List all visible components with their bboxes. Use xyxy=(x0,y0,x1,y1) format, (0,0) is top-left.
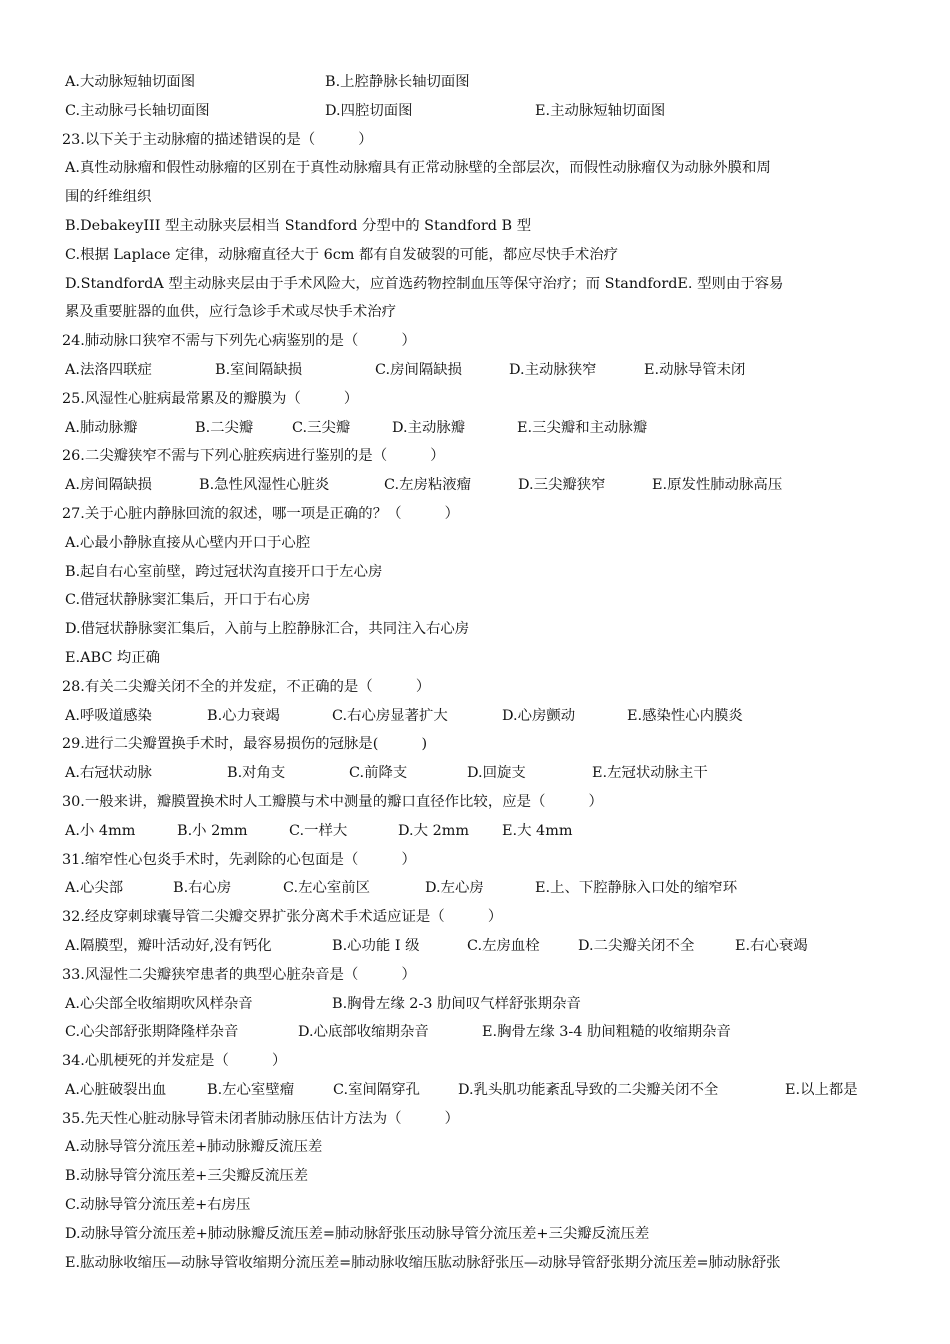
answer-option: D.乳头肌功能紊乱导致的二尖瓣关闭不全 xyxy=(458,1081,719,1098)
answer-option: B.心力衰竭 xyxy=(207,707,280,724)
answer-option: A.心脏破裂出血 xyxy=(65,1081,167,1098)
answer-option: B.急性风湿性心脏炎 xyxy=(199,477,330,494)
answer-option: C.主动脉弓长轴切面图 xyxy=(65,102,210,119)
answer-option: C.前降支 xyxy=(349,765,408,782)
option-row xyxy=(62,874,910,903)
answer-option: C.室间隔穿孔 xyxy=(333,1081,421,1098)
answer-option: E.主动脉短轴切面图 xyxy=(535,102,666,119)
option-row xyxy=(62,932,910,961)
question-stem: 29.进行二尖瓣置换手术时，最容易损伤的冠脉是( ) xyxy=(62,736,428,753)
answer-option: D.四腔切面图 xyxy=(325,102,413,119)
answer-option: E.右心衰竭 xyxy=(735,937,808,954)
answer-option: B.动脉导管分流压差+三尖瓣反流压差 xyxy=(65,1168,309,1185)
option-continuation: 累及重要脏器的血供，应行急诊手术或尽快手术治疗 xyxy=(65,304,396,321)
question-stem: 34.心肌梗死的并发症是（ ） xyxy=(62,1053,287,1070)
answer-option: D.StandfordA 型主动脉夹层由于手术风险大，应首选药物控制血压等保守治疗；而 StandfordE. 型则由于容易 xyxy=(65,275,784,292)
option-row xyxy=(62,759,910,788)
answer-option: E.左冠状动脉主干 xyxy=(592,765,708,782)
question-stem: 30.一般来讲，瓣膜置换术时人工瓣膜与术中测量的瓣口直径作比较，应是（ ） xyxy=(62,793,603,810)
option-row xyxy=(62,1076,910,1105)
answer-option: E.三尖瓣和主动脉瓣 xyxy=(517,419,648,436)
answer-option: E.动脉导管未闭 xyxy=(644,361,746,378)
question-stem: 26.二尖瓣狭窄不需与下列心脏疾病进行鉴别的是（ ） xyxy=(62,448,445,465)
answer-option: E.大 4mm xyxy=(502,822,573,839)
answer-option: A.呼吸道感染 xyxy=(65,707,152,724)
answer-option: D.三尖瓣狭窄 xyxy=(518,477,606,494)
answer-option: D.主动脉狭窄 xyxy=(509,361,597,378)
answer-option: E.感染性心内膜炎 xyxy=(627,707,743,724)
answer-option: D.二尖瓣关闭不全 xyxy=(578,937,695,954)
option-row xyxy=(62,97,910,126)
answer-option: B.对角支 xyxy=(227,765,286,782)
option-row xyxy=(62,1018,910,1047)
answer-option: E.ABC 均正确 xyxy=(65,649,161,666)
question-stem: 27.关于心脏内静脉回流的叙述，哪一项是正确的？（ ） xyxy=(62,505,460,522)
answer-option: C.左房粘液瘤 xyxy=(384,477,472,494)
question-stem: 31.缩窄性心包炎手术时，先剥除的心包面是（ ） xyxy=(62,851,416,868)
question-stem: 25.风湿性心脏病最常累及的瓣膜为（ ） xyxy=(62,390,359,407)
answer-option: A.小 4mm xyxy=(65,822,136,839)
answer-option: D.心底部收缩期杂音 xyxy=(298,1024,429,1041)
answer-option: D.左心房 xyxy=(425,880,484,897)
answer-option: B.室间隔缺损 xyxy=(215,361,303,378)
answer-option: C.一样大 xyxy=(289,822,348,839)
answer-option: A.动脉导管分流压差+肺动脉瓣反流压差 xyxy=(65,1139,323,1156)
answer-option: C.心尖部舒张期降隆样杂音 xyxy=(65,1024,239,1041)
option-continuation: 围的纤维组织 xyxy=(65,189,152,206)
answer-option: D.心房颤动 xyxy=(502,707,576,724)
question-stem: 23.以下关于主动脉瘤的描述错误的是（ ） xyxy=(62,131,373,148)
answer-option: E.肱动脉收缩压—动脉导管收缩期分流压差=肺动脉收缩压肱动脉舒张压—动脉导管舒张期分流压差=肺动脉舒张 xyxy=(65,1254,781,1271)
answer-option: B.小 2mm xyxy=(177,822,248,839)
option-row xyxy=(62,414,910,443)
answer-option: E.原发性肺动脉高压 xyxy=(652,477,783,494)
answer-option: C.右心房显著扩大 xyxy=(332,707,448,724)
option-row xyxy=(62,471,910,500)
answer-option: A.房间隔缺损 xyxy=(65,477,152,494)
answer-option: C.借冠状静脉窦汇集后，开口于右心房 xyxy=(65,592,311,609)
answer-option: B.二尖瓣 xyxy=(195,419,254,436)
answer-option: C.三尖瓣 xyxy=(292,419,351,436)
option-row xyxy=(62,990,910,1019)
answer-option: A.真性动脉瘤和假性动脉瘤的区别在于真性动脉瘤具有正常动脉壁的全部层次，而假性动脉瘤仅为动脉外膜和周 xyxy=(65,160,771,177)
answer-option: C.房间隔缺损 xyxy=(375,361,463,378)
answer-option: B.心功能 I 级 xyxy=(332,937,420,954)
answer-option: A.大动脉短轴切面图 xyxy=(65,74,196,90)
question-stem: 24.肺动脉口狭窄不需与下列先心病鉴别的是（ ） xyxy=(62,333,416,350)
answer-option: A.肺动脉瓣 xyxy=(65,419,138,436)
answer-option: A.心最小静脉直接从心壁内开口于心腔 xyxy=(65,534,311,551)
answer-option: A.隔膜型，瓣叶活动好,没有钙化 xyxy=(65,937,272,954)
question-stem: 32.经皮穿刺球囊导管二尖瓣交界扩张分离术手术适应证是（ ） xyxy=(62,909,503,926)
answer-option: C.左心室前区 xyxy=(283,880,371,897)
answer-option: D.主动脉瓣 xyxy=(392,419,466,436)
answer-option: C.动脉导管分流压差+右房压 xyxy=(65,1197,251,1214)
answer-option: B.起自右心室前壁，跨过冠状沟直接开口于左心房 xyxy=(65,563,383,580)
option-row xyxy=(62,702,910,731)
answer-option: B.DebakeyIII 型主动脉夹层相当 Standford 分型中的 Standford B 型 xyxy=(65,217,532,234)
option-row xyxy=(62,68,910,97)
answer-option: B.右心房 xyxy=(173,880,232,897)
answer-option: A.法洛四联症 xyxy=(65,361,152,378)
answer-option: E.胸骨左缘 3-4 肋间粗糙的收缩期杂音 xyxy=(482,1024,731,1041)
answer-option: A.右冠状动脉 xyxy=(65,765,152,782)
answer-option: A.心尖部全收缩期吹风样杂音 xyxy=(65,995,253,1012)
answer-option: E.以上都是 xyxy=(785,1081,858,1098)
answer-option: E.上、下腔静脉入口处的缩窄环 xyxy=(535,880,738,897)
answer-option: D.借冠状静脉窦汇集后，入前与上腔静脉汇合，共同注入右心房 xyxy=(65,621,470,638)
answer-option: A.心尖部 xyxy=(65,880,124,897)
answer-option: B.上腔静脉长轴切面图 xyxy=(325,74,470,90)
question-stem: 33.风湿性二尖瓣狭窄患者的典型心脏杂音是（ ） xyxy=(62,966,416,983)
question-stem: 35.先天性心脏动脉导管未闭者肺动脉压估计方法为（ ） xyxy=(62,1110,460,1127)
option-row xyxy=(62,817,910,846)
answer-option: B.左心室壁瘤 xyxy=(207,1081,295,1098)
answer-option: C.左房血栓 xyxy=(467,937,540,954)
answer-option: D.大 2mm xyxy=(398,822,470,839)
option-row xyxy=(62,356,910,385)
answer-option: B.胸骨左缘 2-3 肋间叹气样舒张期杂音 xyxy=(332,995,581,1012)
question-stem: 28.有关二尖瓣关闭不全的并发症，不正确的是（ ） xyxy=(62,678,431,695)
answer-option: C.根据 Laplace 定律，动脉瘤直径大于 6cm 都有自发破裂的可能，都应尽快手术治疗 xyxy=(65,246,619,263)
answer-option: D.回旋支 xyxy=(467,765,526,782)
answer-option: D.动脉导管分流压差+肺动脉瓣反流压差=肺动脉舒张压动脉导管分流压差+三尖瓣反流压差 xyxy=(65,1225,650,1242)
